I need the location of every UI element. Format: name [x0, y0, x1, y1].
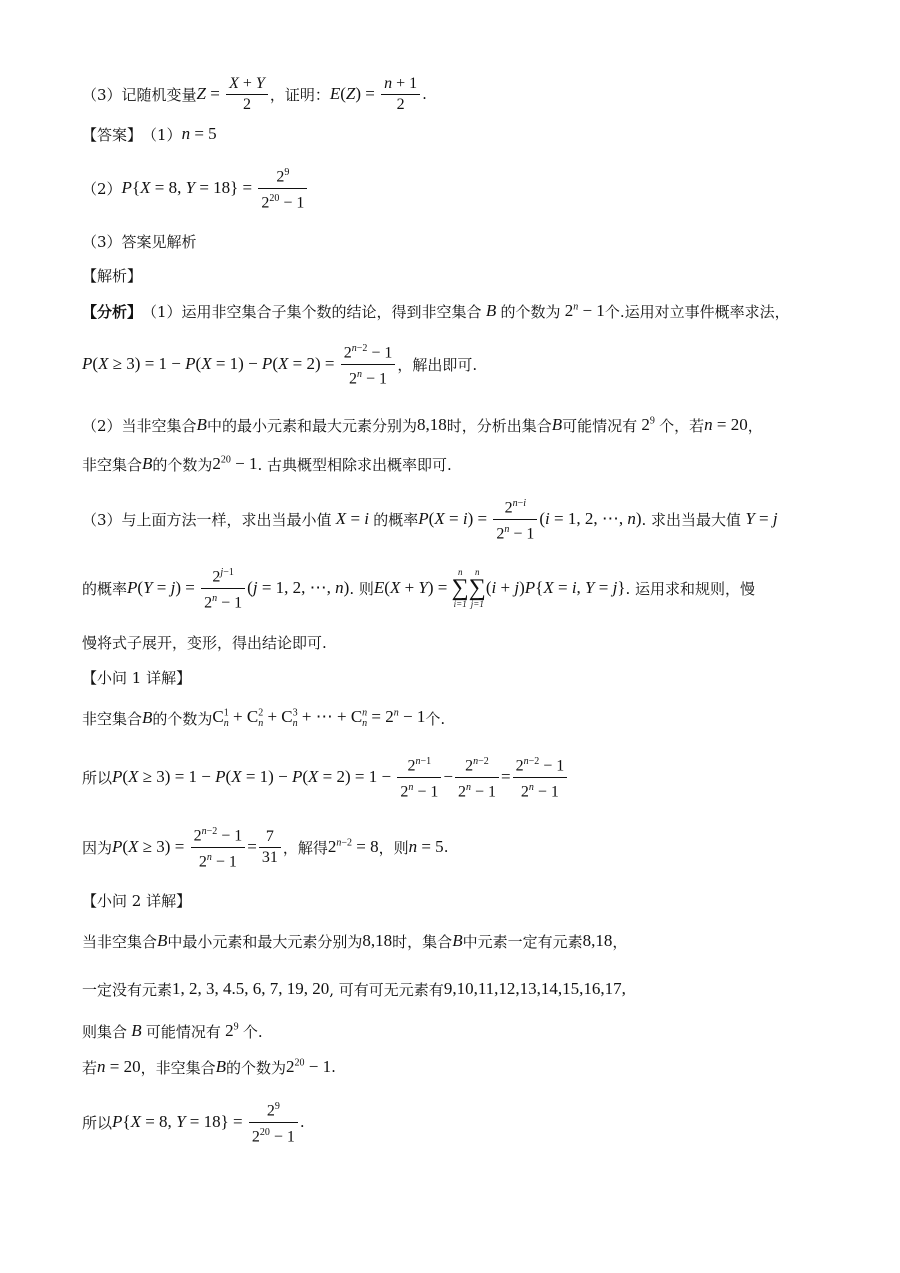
paren-z: (Z) = — [340, 84, 380, 103]
line-detail-2a — [82, 928, 627, 954]
formula-2-9: $2^9$ — [637, 415, 655, 434]
detail-2a-e: ， — [612, 932, 628, 951]
detail-1b-a: 所以 — [82, 768, 113, 787]
set-b: B — [142, 454, 153, 473]
formula-2-20-minus-1: $2^{20} - 1$ — [212, 454, 258, 473]
line-detail-2-label — [82, 888, 191, 912]
line-detail-2d — [82, 1054, 336, 1080]
formula-p-x8-y18: P{X = 8, Y = 18} = — [112, 1112, 247, 1131]
formula-2n-minus-1: $2^n - 1$ — [560, 301, 605, 320]
analysis-3e: . 则 — [349, 579, 374, 598]
formula-8-18: 8,18 — [582, 931, 613, 950]
formula-combination-sum: $C^1_n + C^2_n + C^3_n$ + ⋯ + $C^n_n = 2^n - 1$ — [212, 706, 426, 730]
sum-i: n ∑ i=1 — [451, 567, 469, 609]
line-analysis-label — [82, 263, 142, 287]
analysis-3b: 的概率 — [373, 510, 419, 529]
formula-p-x-ge-3-expand: P(X ≥ 3) = 1 − P(X = 1) − P(X = 2) = 1 − — [112, 767, 396, 786]
detail-1a-c: 个. — [425, 709, 446, 728]
formula-n-eq-20: n = 20 — [704, 415, 748, 434]
answer-1-text: （1） — [142, 125, 182, 144]
line-answer-2 — [82, 163, 309, 213]
set-b: B — [551, 415, 563, 434]
analysis-2a: （2）当非空集合 — [82, 416, 197, 435]
detail-1-label: 【小问 1 详解】 — [82, 668, 192, 687]
part3-prefix: （3）记随机变量 — [82, 85, 197, 104]
detail-2d-c: 的个数为 — [226, 1058, 287, 1077]
answer-2-formula: P{X = 8, Y = 18} = — [121, 178, 257, 197]
excluded-elements: 1, 2, 3, 4.5, 6, 7, 19, 20 — [172, 979, 330, 998]
formula-2-n-2-eq-8: $2^{n-2} = 8$ — [327, 837, 379, 856]
analysis-2c: 时，分析出集合 — [446, 416, 552, 435]
detail-1c-b: ，解得 — [282, 838, 328, 857]
set-b: B — [196, 415, 207, 434]
detail-2a-d: 中元素一定有元素 — [462, 932, 583, 951]
line-analysis-3c — [82, 630, 327, 654]
formula-x-eq-i: X = i — [335, 509, 370, 528]
formula-i-range: (i = 1, 2, ⋯, n) — [539, 509, 642, 528]
formula-e-x-plus-y: E(X + Y) = — [373, 578, 452, 597]
formula-sum-body: (i + j)P{X = i, Y = j} — [485, 578, 626, 597]
fraction-2-n-minus-i: $\frac{2^{n-i}}{2^n - 1}$ — [493, 494, 537, 544]
detail-1c-c: ，则 — [378, 838, 409, 857]
fraction-7-over-31: $\frac{7}{31}$ — [259, 827, 281, 868]
line-analysis-3 — [82, 494, 778, 544]
detail-1c-a: 因为 — [82, 838, 113, 857]
detail-2c-a: 则集合 — [82, 1022, 128, 1041]
analysis-2i: . 古典概型相除求出概率即可. — [257, 455, 452, 474]
line-detail-1a — [82, 703, 445, 733]
analysis-2d: 可能情况有 — [562, 416, 638, 435]
analysis-3a: （3）与上面方法一样，求出当最小值 — [82, 510, 332, 529]
detail-1a-b: 的个数为 — [152, 709, 213, 728]
detail-1c-d: . — [443, 838, 449, 856]
detail-2a-c: 时，集合 — [392, 932, 453, 951]
analysis-2f: ， — [747, 416, 763, 435]
line-analysis-1 — [82, 298, 790, 324]
set-b: B — [485, 301, 497, 320]
detail-1a-a: 非空集合 — [82, 709, 143, 728]
set-b: B — [215, 1057, 227, 1076]
minus-sign: − — [443, 767, 453, 786]
formula-p-x-eq-i: P(X = i) = — [418, 509, 492, 528]
fraction-2n-2-over-2n-1: $\frac{2^{n-2}}{2^n - 1}$ — [455, 752, 499, 802]
formula-ez: E — [329, 84, 341, 103]
detail-2a-a: 当非空集合 — [82, 932, 158, 951]
eq-sign: = — [500, 767, 511, 786]
detail-2-label: 【小问 2 详解】 — [82, 891, 192, 910]
formula-p-y-eq-j: P(Y = j) = — [127, 578, 200, 597]
set-b: B — [452, 931, 463, 950]
fraction-2-9-over-2-20-minus-1-b: $\frac{2^9}{2^{20} - 1}$ — [249, 1097, 298, 1147]
line-answer-3 — [82, 229, 197, 253]
line-detail-2c — [82, 1018, 263, 1044]
fraction-2n-2-minus-1: $\frac{2^{n-2} - 1}{2^n - 1}$ — [341, 339, 396, 389]
line-answer-1 — [82, 122, 217, 146]
formula-j-range: (j = 1, 2, ⋯, n) — [247, 578, 350, 597]
line-analysis-2 — [82, 412, 763, 438]
set-b: B — [131, 1021, 142, 1040]
line-detail-2e — [82, 1097, 305, 1147]
line-detail-1c — [82, 822, 448, 872]
formula-n-eq-5: n = 5 — [408, 837, 444, 856]
analysis-3d: 的概率 — [82, 579, 128, 598]
detail-2e-a: 所以 — [82, 1113, 113, 1132]
detail-2c-c: 个. — [242, 1022, 263, 1041]
detail-2b-a: 一定没有元素 — [82, 980, 173, 999]
detail-2d-d: . — [331, 1058, 336, 1076]
analysis-3c: . 求出当最大值 — [641, 510, 742, 529]
analysis-3f: . 运用求和规则，慢 — [625, 579, 756, 598]
line-detail-1-label — [82, 665, 191, 689]
analysis-3g: 慢将式子展开，变形，得出结论即可. — [82, 633, 327, 652]
eq-sign: = — [247, 837, 257, 856]
optional-elements: 9,10,11,12,13,14,15,16,17, — [443, 979, 626, 998]
detail-2e-b: . — [299, 1113, 305, 1131]
line-analysis-1-formula — [82, 339, 477, 389]
analysis-2b: 中的最小元素和最大元素分别为 — [206, 416, 417, 435]
formula-y-eq-j: Y = j — [745, 509, 778, 528]
fraction-x-plus-y-over-2: $\frac{X + Y}{2}$ — [226, 74, 268, 115]
fraction-n-plus-1-over-2: $\frac{n + 1}{2}$ — [381, 74, 420, 115]
fraction-2n-1-over-2n-1: $\frac{2^{n-1}}{2^n - 1}$ — [397, 752, 441, 802]
sum-j: n ∑ j=1 — [468, 567, 486, 609]
analysis-2g: 非空集合 — [82, 455, 143, 474]
line-analysis-2b — [82, 451, 452, 477]
analysis-1-tail: ，解出即可. — [397, 355, 478, 374]
formula-p-x-ge-3-eq: P(X ≥ 3) = — [112, 837, 189, 856]
analysis-1b: 的个数为 — [500, 302, 561, 321]
analysis-2e: 个，若 — [659, 416, 705, 435]
detail-2a-b: 中最小元素和最大元素分别为 — [167, 932, 363, 951]
eq-sign: = — [206, 84, 225, 103]
detail-2d-a: 若 — [82, 1058, 98, 1077]
line-detail-2b — [82, 976, 626, 1002]
analysis-label: 【解析】 — [82, 266, 143, 285]
fraction-2n-2-minus-1-b: $\frac{2^{n-2} - 1}{2^n - 1}$ — [191, 822, 246, 872]
part3-end: . — [422, 85, 427, 103]
detail-2b-c: , 可有可无元素有 — [329, 980, 444, 999]
formula-n-eq-20: n = 20 — [97, 1057, 141, 1076]
answer-label: 【答案】 — [82, 125, 143, 144]
answer-3-text: （3）答案见解析 — [82, 232, 197, 251]
fraction-2-9-over-2-20-minus-1: $\frac{2^9}{2^{20} - 1}$ — [258, 163, 307, 213]
answer-1-formula: n = 5 — [181, 124, 217, 143]
line-analysis-3b — [82, 560, 755, 616]
set-b: B — [142, 708, 153, 727]
analysis-1c: 个.运用对立事件概率求法， — [604, 302, 790, 321]
detail-2d-b: ，非空集合 — [140, 1058, 216, 1077]
formula-p-x-ge-3: P(X ≥ 3) = 1 − P(X = 1) − P(X = 2) = — [82, 354, 339, 373]
analysis-1a: （1）运用非空集合子集个数的结论，得到非空集合 — [142, 302, 482, 321]
formula-2-20-minus-1: $2^{20} - 1$ — [286, 1057, 332, 1076]
formula-8-18: 8,18 — [362, 931, 393, 950]
fenxi-label: 【分析】 — [82, 302, 143, 321]
formula-z: Z — [196, 84, 207, 103]
fraction-result: $\frac{2^{n-2} - 1}{2^n - 1}$ — [513, 752, 568, 802]
fraction-2-j-minus-1: $\frac{2^{j-1}}{2^n - 1}$ — [201, 563, 245, 613]
detail-2c-b: 可能情况有 — [145, 1022, 221, 1041]
formula-2-9: $2^9$ — [220, 1021, 239, 1040]
line-part3-question — [82, 70, 427, 118]
formula-8-18: 8,18 — [416, 415, 447, 434]
part3-mid: ，证明： — [269, 85, 330, 104]
answer-2-text: （2） — [82, 179, 122, 198]
line-detail-1b — [82, 752, 569, 802]
analysis-2h: 的个数为 — [152, 455, 213, 474]
set-b: B — [157, 931, 168, 950]
